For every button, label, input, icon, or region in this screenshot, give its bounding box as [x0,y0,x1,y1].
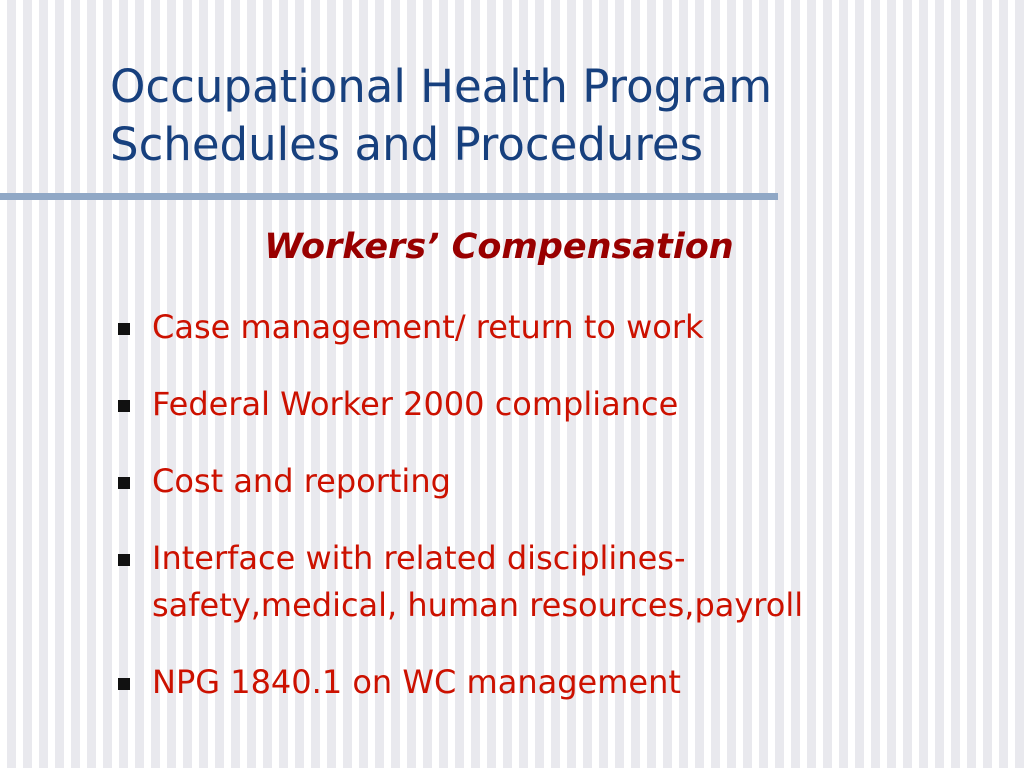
square-bullet-icon [118,400,130,412]
square-bullet-icon [118,554,130,566]
bullet-item [116,458,1006,505]
bullet-text-line-1: Cost and reporting [152,462,451,500]
slide-title [110,58,990,174]
slide-title-line-2: Schedules and Procedures [110,118,704,171]
title-underline-rule [0,193,778,200]
square-bullet-icon [118,678,130,690]
square-bullet-icon [118,477,130,489]
bullet-item [116,659,1006,706]
bullet-item [116,304,1006,351]
bullet-text-line-1: Interface with related disciplines- [152,539,686,577]
bullet-text-line-1: Federal Worker 2000 compliance [152,385,679,423]
bullet-text-line-1: NPG 1840.1 on WC management [152,663,681,701]
bullet-text-line-1: Case management/ return to work [152,308,704,346]
slide-title-line-1: Occupational Health Program [110,60,773,113]
slide-subtitle: Workers’ Compensation [264,227,734,267]
bullet-text-line-2: safety,medical, human resources,payroll [152,586,804,624]
bullet-item [116,381,1006,428]
bullet-item [116,535,1006,629]
square-bullet-icon [118,323,130,335]
bullet-list [116,304,1006,736]
